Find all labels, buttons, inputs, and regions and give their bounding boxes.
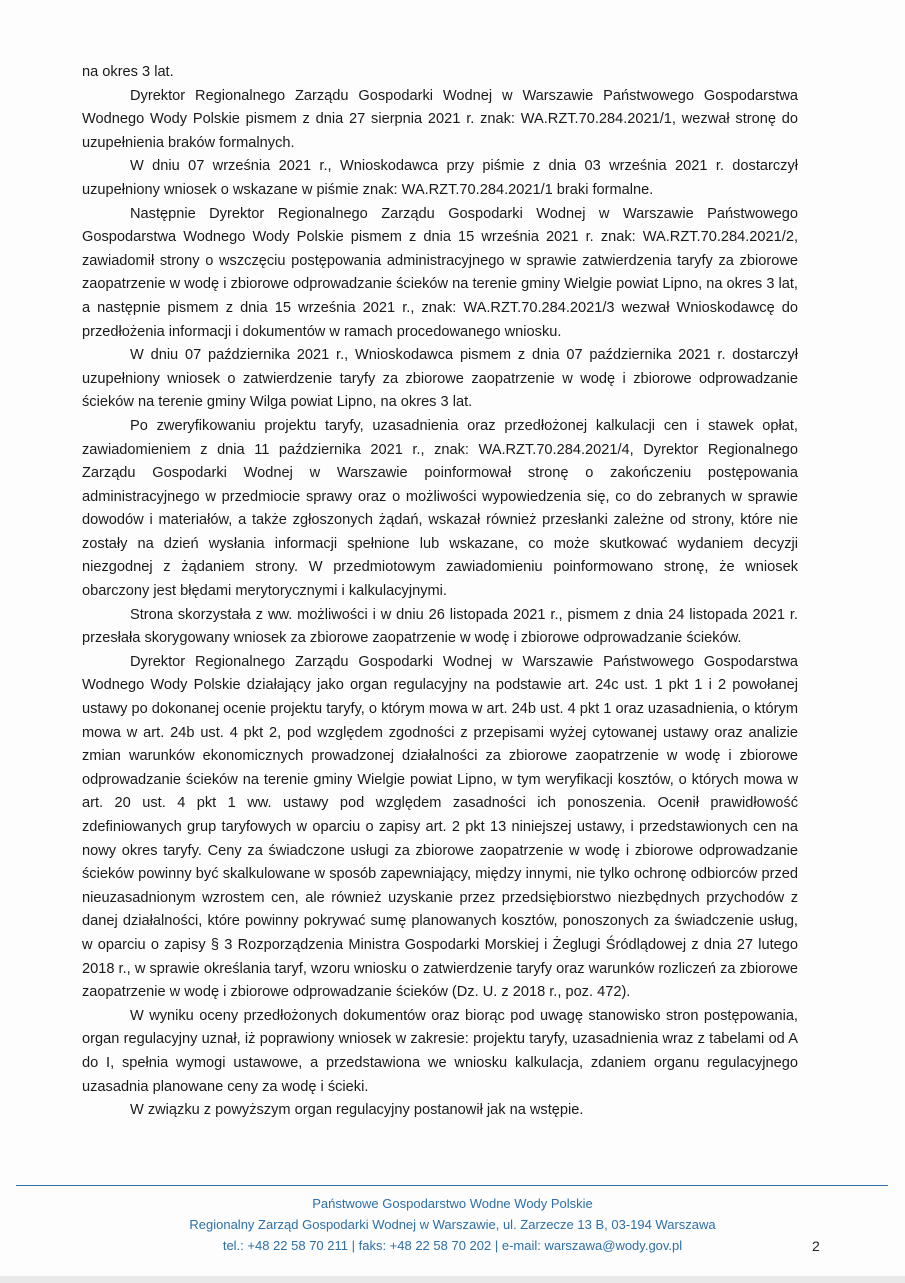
paragraph: W wyniku oceny przedłożonych dokumentów oraz biorąc pod uwagę stanowisko stron postępowania, organ regulacyjny uznał, iż poprawiony wniosek w zakresie: projektu taryfy, uzasadnienia wraz z tabelami od A do I, spełnia wymogi ustawowe, a przedstawiona we wniosku kalkulacja, zdaniem organu regulacyjnego uzasadnia planowane ceny za wodę i ścieki. [82,1007,798,1095]
paragraph: Następnie Dyrektor Regionalnego Zarządu Gospodarki Wodnej w Warszawie Państwowego Gospodarstwa Wodnego Wody Polskie pismem z dnia 15 września 2021 r. znak: WA.RZT.70.284.2021/2, zawiadomił strony o wszczęciu postępowania administracyjnego w sprawie zatwierdzenia taryfy za zbiorowe zaopatrzenie w wodę i zbiorowe odprowadzanie ścieków na terenie gminy Wielgie powiat Lipno, na okres 3 lat, a następnie pismem z dnia 15 września 2021 r., znak: WA.RZT.70.284.2021/3 wezwał Wnioskodawcę do przedłożenia informacji i dokumentów w ramach procedowanego wniosku. [82,205,798,340]
paragraph: Dyrektor Regionalnego Zarządu Gospodarki Wodnej w Warszawie Państwowego Gospodarstwa Wodnego Wody Polskie działający jako organ regulacyjny na podstawie art. 24c ust. 1 pkt 1 i 2 powołanej ustawy po dokonanej ocenie projektu taryfy, o którym mowa w art. 24b ust. 4 pkt 1 oraz uzasadnienia, o którym mowa w art. 24b ust. 4 pkt 2, pod względem zgodności z przepisami wyżej cytowanej ustawy oraz analizie zmian warunków ekonomicznych prowadzonej działalności za zbiorowe zaopatrzenie w wodę i zbiorowe odprowadzanie ścieków na terenie gminy Wielgie powiat Lipno, w tym weryfikacji kosztów, o których mowa w art. 20 ust. 4 pkt 1 ww. ustawy pod względem zasadności ich ponoszenia. Ocenił prawidłowość zdefiniowanych grup taryfowych w oparciu o zapisy art. 2 pkt 13 niniejszej ustawy, i przedstawionych cen na nowy okres taryfy. Ceny za świadczone usługi za zbiorowe zaopatrzenie w wodę i zbiorowe odprowadzanie ścieków powinny być skalkulowane w sposób zapewniający, między innymi, nie tylko ochronę odbiorców przed nieuzasadnionym wzrostem cen, ale również uzyskanie przez przedsiębiorstwo niezbędnych przychodów z danej działalności, które powinny pokrywać sumę planowanych kosztów, ponoszonych za świadczenie usług, w oparciu o zapisy § 3 Rozporządzenia Ministra Gospodarki Morskiej i Żeglugi Śródlądowej z dnia 27 lutego 2018 r., w sprawie określania taryf, wzoru wniosku o zatwierdzenie taryfy oraz warunków rozliczeń za zbiorowe zaopatrzenie w wodę i zbiorowe odprowadzanie ścieków (Dz. U. z 2018 r., poz. 472). [82,653,798,1001]
paragraph: W dniu 07 października 2021 r., Wnioskodawca pismem z dnia 07 października 2021 r. dostarczył uzupełniony wniosek o zatwierdzenie taryfy za zbiorowe zaopatrzenie w wodę i zbiorowe odprowadzanie ścieków na terenie gminy Wilga powiat Lipno, na okres 3 lat. [82,347,798,411]
footer-contact: tel.: +48 22 58 70 211 | faks: +48 22 58 70 202 | e-mail: warszawa@wody.gov.pl [222,1238,683,1253]
page-bottom-edge [0,1276,905,1283]
paragraph: W dniu 07 września 2021 r., Wnioskodawca przy piśmie z dnia 03 września 2021 r. dostarczył uzupełniony wniosek o wskazane w piśmie znak: WA.RZT.70.284.2021/1 braki formalne. [82,158,798,198]
footer-address: Regionalny Zarząd Gospodarki Wodnej w Warszawie, ul. Zarzecze 13 B, 03-194 Warszawa [189,1217,716,1232]
paragraph-closing: W związku z powyższym organ regulacyjny postanowił jak na wstępie. [130,1102,584,1119]
paragraph-continuation: na okres 3 lat. [82,64,174,80]
document-body [82,61,798,1123]
footer [0,1193,905,1256]
paragraph: Po zweryfikowaniu projektu taryfy, uzasadnienia oraz przedłożonej kalkulacji cen i stawek opłat, zawiadomieniem z dnia 11 października 2021 r., znak: WA.RZT.70.284.2021/4, Dyrektor Regionalnego Zarządu Gospodarki Wodnej w Warszawie poinformował stronę o zakończeniu postępowania administracyjnego w przedmiocie sprawy oraz o możliwości wypowiedzenia się, co do zebranych w sprawie dowodów i materiałów, a także zgłoszonych żądań, wskazał również przesłanki zależne od strony, które nie zostały na dzień wysłania informacji spełnione lub wskazane, co może skutkować wydaniem decyzji niezgodnej z żądaniem strony. W przedmiotowym zawiadomieniu poinformowano stronę, że wniosek obarczony jest błędami merytorycznymi i kalkulacyjnymi. [82,417,798,600]
paragraph: Strona skorzystała z ww. możliwości i w dniu 26 listopada 2021 r., pismem z dnia 24 listopada 2021 r. przesłała skorygowany wniosek za zbiorowe zaopatrzenie w wodę i zbiorowe odprowadzanie ścieków. [82,606,798,647]
footer-organization: Państwowe Gospodarstwo Wodne Wody Polskie [312,1196,593,1211]
paragraph: Dyrektor Regionalnego Zarządu Gospodarki Wodnej w Warszawie Państwowego Gospodarstwa Wodnego Wody Polskie pismem z dnia 27 sierpnia 2021 r. znak: WA.RZT.70.284.2021/1, wezwał stronę do uzupełnienia braków formalnych. [82,87,798,151]
footer-divider [16,1185,888,1186]
page-number: 2 [812,1238,820,1254]
